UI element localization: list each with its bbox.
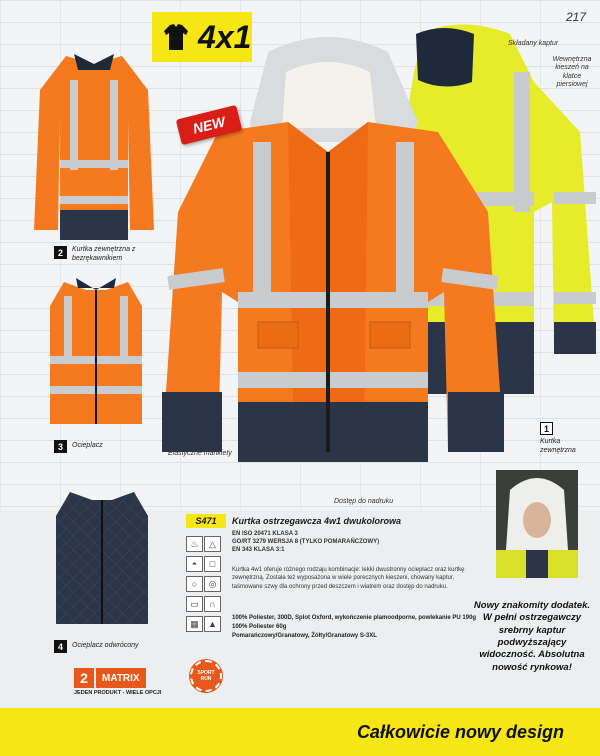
standard-line: EN 343 KLASA 3:1 — [232, 547, 285, 554]
matrix-count: 2 — [74, 668, 94, 688]
product-specs — [232, 614, 476, 641]
tumble-icon: ◎ — [204, 576, 221, 592]
annotation-bottom-access: Dostęp do nadruku — [334, 498, 394, 505]
round-badge: SPORT RUN — [190, 660, 222, 692]
matrix-subtitle: JEDEN PRODUKT - WIELE OPCJI — [74, 690, 162, 696]
variant-2-number: 2 — [54, 246, 67, 259]
hood-photo — [496, 470, 578, 578]
product-standards — [232, 530, 379, 554]
page-number: 217 — [565, 10, 586, 24]
spec-colors: Pomarańczowy/Granatowy, Żółty/Granatowy S-3XL — [232, 633, 377, 639]
new-tag: NEW — [176, 105, 242, 145]
orange-jacket-image — [158, 32, 508, 462]
pocket-icon: ▭ — [186, 596, 203, 612]
product-code: S471 — [186, 514, 226, 528]
matrix-label: MATRIX — [96, 668, 146, 688]
footer-slogan: Całkowicie nowy design — [356, 721, 564, 742]
variant-4-image — [52, 486, 152, 626]
footer-bar — [0, 708, 600, 756]
dry-icon: □ — [204, 556, 221, 572]
fabric-icon: ▦ — [186, 616, 203, 632]
product-title: Kurtka ostrzegawcza 4w1 dwukolorowa — [232, 516, 402, 526]
product-description: Kurtka 4w1 oferuje różnego rodzaju kombinacje: lekki dwustronny ocieplacz oraz kurtkę zewnętrzną. Została też wyposażona w wiele porecznych kieszeni, chowany kaptur, taśmowane szwy dla ochrony przed deszczem i wiatrem oraz dostęp do nadruku. — [232, 567, 465, 590]
spec-fabric: 100% Poliester, 300D, Splot Oxford, wykończenie plamoodporne, powlekanie PU 190g — [232, 615, 477, 621]
annotation-hood: Składany kaptur — [508, 40, 559, 47]
variant-2-caption: Kurtka zewnętrzna z bezrękawnikiem — [72, 246, 136, 262]
hood-icon: ∩ — [204, 596, 221, 612]
hood-photo-image — [496, 470, 578, 578]
wash-icon: ♨ — [186, 536, 203, 552]
variant-3-number: 3 — [54, 440, 67, 453]
annotation-pocket: Wewnętrzna kieszeń na klatce piersiowej — [552, 56, 592, 89]
variant-4-number: 4 — [54, 640, 67, 653]
iron-icon: ◓ — [186, 556, 203, 572]
annotation-cuffs: Elastyczne mankiety — [168, 450, 232, 457]
care-icons — [186, 534, 226, 634]
variant-3-caption: Ocieplacz — [72, 442, 103, 449]
warning-icon: ▲ — [204, 616, 221, 632]
variant-1-number: 1 — [540, 422, 553, 435]
variant-4-caption: Ocieplacz odwrócony — [72, 642, 139, 649]
spec-lining: 100% Poliester 60g — [232, 624, 287, 630]
variant-1-caption: Kurtka zewnętrzna — [540, 438, 576, 454]
standard-line: GO/RT 3279 WERSJA 8 (TYLKO POMARAŃCZOWY) — [232, 539, 380, 546]
standard-line: EN ISO 20471 KLASA 3 — [232, 531, 298, 537]
variant-3-image — [46, 276, 146, 426]
dryclean-icon: ○ — [186, 576, 203, 592]
bleach-icon: △ — [204, 536, 221, 552]
promo-text: Nowy znakomity dodatek. W pełni ostrzegawczy srebrny kaptur podwyższający widoczność. Absolutna nowość rynkowa! — [473, 600, 591, 673]
matrix-badge — [74, 668, 161, 696]
variant-2-image — [30, 50, 158, 240]
badge-4x1-text: 4x1 — [198, 18, 252, 55]
